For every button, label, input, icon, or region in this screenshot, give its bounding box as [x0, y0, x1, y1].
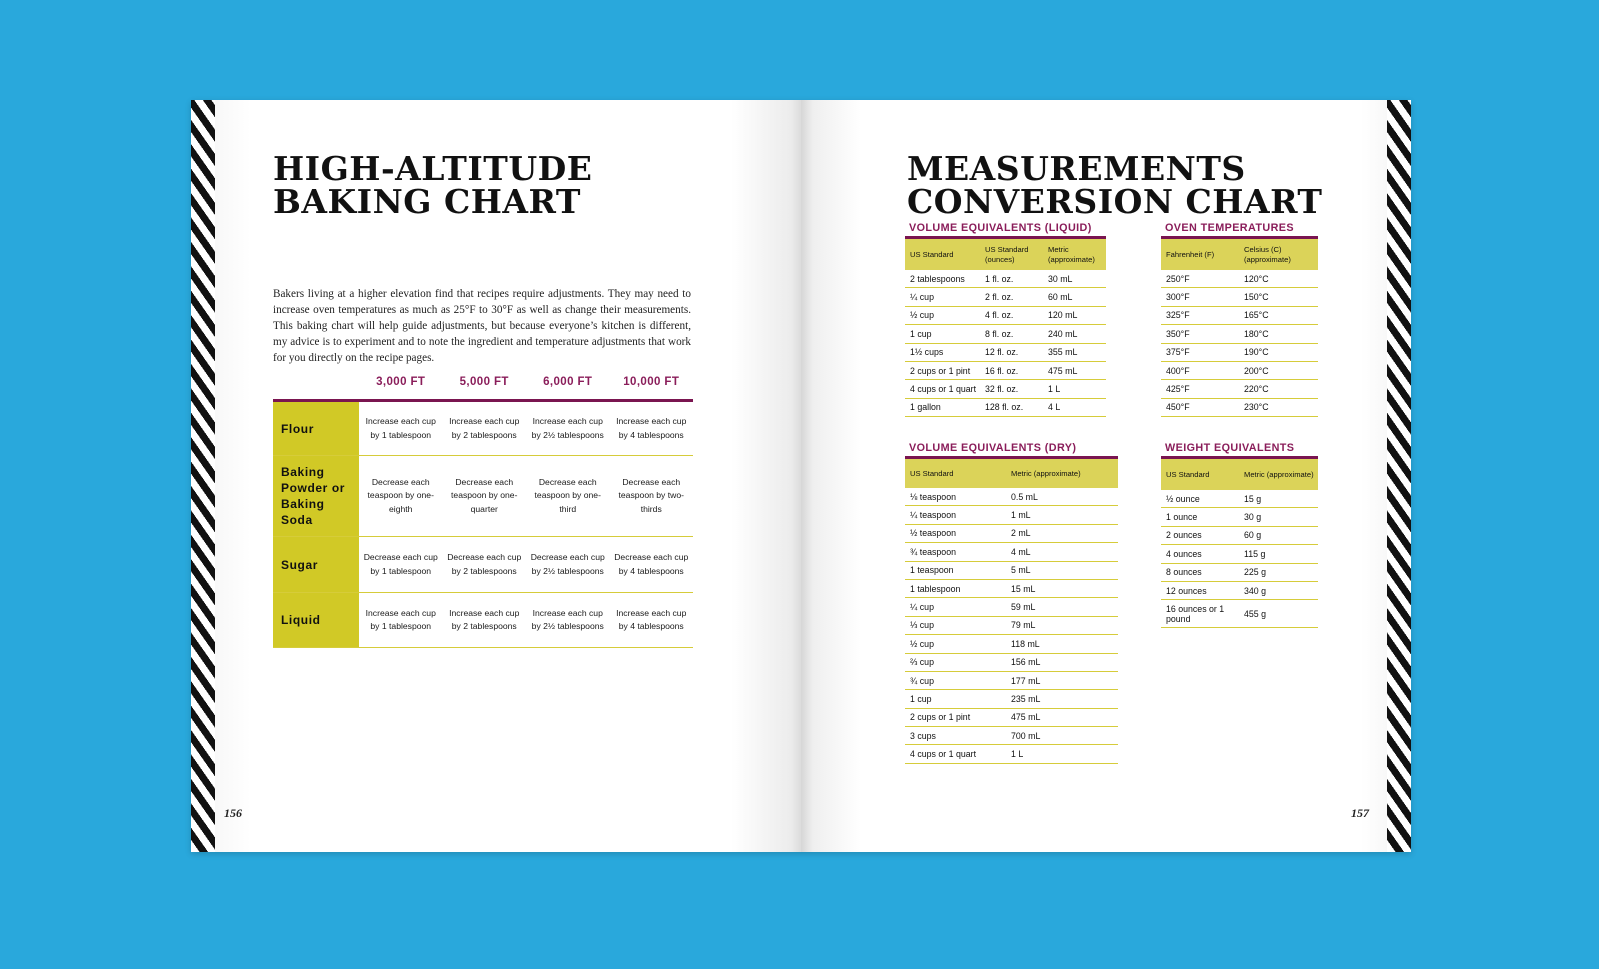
table-cell: 0.5 mL	[1011, 491, 1038, 502]
table-cell: 150°C	[1244, 292, 1269, 303]
table-cell: 165°C	[1244, 310, 1269, 321]
table-cell: 16 fl. oz.	[985, 365, 1019, 376]
table-cell: 12 ounces	[1166, 585, 1207, 596]
section-title: VOLUME EQUIVALENTS (LIQUID)	[909, 222, 1092, 234]
table-cell: 79 mL	[1011, 620, 1036, 631]
table-row-sugar	[273, 537, 693, 593]
section-title: WEIGHT EQUIVALENTS	[1165, 442, 1295, 454]
row-label: Sugar	[273, 537, 359, 592]
table-row-flour	[273, 402, 693, 456]
header-cell: US Standard	[1166, 469, 1210, 479]
oven-temperatures-table	[1161, 236, 1318, 417]
table-cell: 120 mL	[1048, 310, 1078, 321]
table-cell: 30 g	[1244, 512, 1262, 523]
header-cell: US Standard (ounces)	[985, 244, 1029, 264]
altitude-header: 5,000 FT	[459, 376, 509, 388]
table-cell: Decrease each teaspoon by one-third	[534, 476, 601, 514]
left-page-title	[273, 149, 593, 221]
table-cell: 700 mL	[1011, 730, 1041, 741]
weight-equivalents-section	[1161, 441, 1318, 628]
table-cell: 3 cups	[910, 730, 936, 741]
table-cell: 32 fl. oz.	[985, 384, 1019, 395]
altitude-header: 6,000 FT	[543, 376, 593, 388]
table-cell: ½ teaspoon	[910, 528, 956, 539]
table-cell: 325°F	[1166, 310, 1190, 321]
table-row	[905, 307, 1106, 325]
table-cell: ¾ cup	[910, 675, 934, 686]
table-cell: 4 fl. oz.	[985, 310, 1014, 321]
row-label: Baking Powder or Baking Soda	[273, 456, 359, 536]
header-cell: Metric (approximate)	[1048, 244, 1095, 264]
table-cell: 4 L	[1048, 402, 1061, 413]
table-row	[905, 488, 1118, 506]
table-cell: Increase each cup by 2 tablespoons	[449, 607, 520, 631]
left-page	[191, 100, 801, 852]
table-row-liquid	[273, 593, 693, 648]
table-row	[1161, 508, 1318, 526]
table-row	[1161, 545, 1318, 563]
table-cell: 2 mL	[1011, 528, 1031, 539]
table-cell: ¼ cup	[910, 292, 934, 303]
table-cell: 340 g	[1244, 585, 1267, 596]
table-cell: 1 teaspoon	[910, 565, 954, 576]
table-cell: ⅓ cup	[910, 620, 934, 631]
table-cell: 12 fl. oz.	[985, 347, 1019, 358]
table-cell: 118 mL	[1011, 638, 1040, 649]
table-cell: ¼ cup	[910, 602, 934, 613]
header-cell: US Standard	[910, 249, 954, 259]
table-cell: 2 ounces	[1166, 530, 1202, 541]
volume-liquid-table	[905, 236, 1106, 417]
table-cell: Decrease each teaspoon by two-thirds	[618, 476, 684, 514]
table-cell: 4 ounces	[1166, 548, 1202, 559]
table-cell: 475 mL	[1011, 712, 1041, 723]
table-cell: 59 mL	[1011, 602, 1036, 613]
table-cell: 400°F	[1166, 365, 1190, 376]
page-number: 157	[1351, 806, 1369, 820]
table-cell: 200°C	[1244, 365, 1269, 376]
table-cell: Decrease each teaspoon by one-quarter	[451, 476, 518, 514]
right-title-line1: MEASUREMENTS	[907, 149, 1246, 188]
table-cell: 2 tablespoons	[910, 273, 965, 284]
table-row	[1161, 527, 1318, 545]
table-cell: 355 mL	[1048, 347, 1078, 358]
table-cell: 60 mL	[1048, 292, 1073, 303]
table-cell: 8 ounces	[1166, 567, 1202, 578]
table-cell: 450°F	[1166, 402, 1190, 413]
weight-equivalents-table	[1161, 456, 1318, 628]
table-header-row	[1161, 459, 1318, 490]
table-cell: 156 mL	[1011, 657, 1041, 668]
table-cell: 4 cups or 1 quart	[910, 384, 977, 395]
table-cell: 2 fl. oz.	[985, 292, 1014, 303]
table-cell: 15 g	[1244, 493, 1262, 504]
table-cell: 190°C	[1244, 347, 1269, 358]
header-cell: Metric (approximate)	[1244, 469, 1314, 479]
table-row	[1161, 600, 1318, 628]
right-title-line2: CONVERSION CHART	[907, 182, 1323, 221]
table-cell: Increase each cup by 2½ tablespoons	[531, 607, 604, 631]
table-cell: ½ ounce	[1166, 493, 1200, 504]
table-cell: 235 mL	[1011, 693, 1041, 704]
right-page	[801, 100, 1411, 852]
table-header-row	[905, 459, 1118, 488]
table-header-row	[1161, 239, 1318, 270]
table-cell: 300°F	[1166, 292, 1190, 303]
table-row	[1161, 564, 1318, 582]
header-cell: Metric (approximate)	[1011, 468, 1081, 478]
table-cell: ¾ teaspoon	[910, 546, 956, 557]
table-cell: 1 fl. oz.	[985, 273, 1014, 284]
left-title-line1: HIGH-ALTITUDE	[273, 149, 593, 188]
header-cell: US Standard	[910, 468, 954, 478]
table-cell: 1 cup	[910, 693, 932, 704]
table-cell: 2 cups or 1 pint	[910, 365, 971, 376]
table-cell: 250°F	[1166, 273, 1190, 284]
table-cell: 225 g	[1244, 567, 1267, 578]
table-row	[905, 654, 1118, 672]
header-cell: Celsius (C) (approximate)	[1244, 244, 1291, 264]
table-cell: 1 gallon	[910, 402, 941, 413]
table-cell: 177 mL	[1011, 675, 1041, 686]
table-row	[1161, 380, 1318, 398]
section-title: VOLUME EQUIVALENTS (DRY)	[909, 442, 1077, 454]
table-row	[905, 580, 1118, 598]
table-cell: Increase each cup by 4 tablespoons	[616, 607, 687, 631]
table-cell: ¼ teaspoon	[910, 510, 956, 521]
left-title-line2: BAKING CHART	[273, 182, 581, 221]
table-cell: 8 fl. oz.	[985, 328, 1014, 339]
table-cell: 1 L	[1011, 749, 1024, 760]
table-cell: 375°F	[1166, 347, 1190, 358]
table-row	[905, 344, 1106, 362]
table-header-row	[905, 239, 1106, 270]
table-cell: 1 ounce	[1166, 512, 1198, 523]
header-cell: Fahrenheit (F)	[1166, 249, 1215, 259]
table-cell: 128 fl. oz.	[985, 402, 1024, 413]
table-row	[905, 617, 1118, 635]
table-cell: 180°C	[1244, 328, 1269, 339]
table-cell: Increase each cup by 1 tablespoon	[365, 607, 436, 631]
table-row	[1161, 490, 1318, 508]
table-cell: Increase each cup by 4 tablespoons	[616, 416, 687, 440]
table-cell: 425°F	[1166, 384, 1190, 395]
table-row	[905, 525, 1118, 543]
table-cell: Decrease each cup by 1 tablespoon	[363, 552, 438, 576]
table-cell: 2 cups or 1 pint	[910, 712, 971, 723]
table-row	[1161, 288, 1318, 306]
table-cell: Increase each cup by 2 tablespoons	[449, 416, 520, 440]
table-row	[905, 325, 1106, 343]
table-row	[905, 562, 1118, 580]
page-number: 156	[224, 806, 242, 820]
table-row	[1161, 307, 1318, 325]
table-row	[905, 690, 1118, 708]
table-cell: 1½ cups	[910, 347, 944, 358]
oven-temperatures-section	[1161, 221, 1318, 417]
table-row	[905, 709, 1118, 727]
table-cell: ½ cup	[910, 638, 934, 649]
table-row	[905, 380, 1106, 398]
row-label: Liquid	[273, 593, 359, 647]
volume-dry-section	[905, 441, 1118, 764]
table-cell: 350°F	[1166, 328, 1190, 339]
table-row	[905, 672, 1118, 690]
altitude-table	[273, 370, 693, 648]
table-row	[905, 506, 1118, 524]
altitude-header: 3,000 FT	[376, 376, 426, 388]
table-cell: 240 mL	[1048, 328, 1078, 339]
table-row	[1161, 270, 1318, 288]
table-row	[1161, 582, 1318, 600]
table-cell: 475 mL	[1048, 365, 1078, 376]
table-row	[905, 543, 1118, 561]
table-cell: Increase each cup by 2½ tablespoons	[531, 416, 604, 440]
row-label: Flour	[273, 402, 359, 455]
table-cell: 230°C	[1244, 402, 1269, 413]
table-row	[905, 399, 1106, 417]
table-cell: 220°C	[1244, 384, 1269, 395]
table-cell: Decrease each cup by 2½ tablespoons	[530, 552, 605, 576]
table-row	[1161, 325, 1318, 343]
volume-dry-table	[905, 456, 1118, 764]
table-cell: ½ cup	[910, 310, 934, 321]
table-cell: 1 tablespoon	[910, 583, 961, 594]
table-cell: ⅔ cup	[910, 657, 934, 668]
table-cell: 4 cups or 1 quart	[910, 749, 977, 760]
altitude-header: 10,000 FT	[623, 376, 680, 388]
table-row	[905, 727, 1118, 745]
table-cell: 120°C	[1244, 273, 1269, 284]
table-row	[1161, 399, 1318, 417]
section-title: OVEN TEMPERATURES	[1165, 222, 1294, 234]
table-cell: 60 g	[1244, 530, 1262, 541]
intro-paragraph: Bakers living at a higher elevation find that recipes require adjustments. They may need to increase oven temperatures as much as 25°F to 30°F as well as change their measurements. This baking chart will help guide adjustments, but because everyone’s kitchen is different, my advice is to experiment and to note the ingredient and temperature adjustments that work for you directly on the recipe pages.	[273, 288, 691, 364]
right-page-title	[907, 149, 1323, 221]
table-cell: 1 cup	[910, 328, 932, 339]
left-stripe-border	[191, 100, 215, 852]
table-row	[905, 270, 1106, 288]
table-cell: Decrease each cup by 4 tablespoons	[614, 552, 689, 576]
book-spread	[191, 100, 1411, 852]
table-row	[905, 598, 1118, 616]
table-row	[905, 288, 1106, 306]
table-row	[1161, 344, 1318, 362]
table-row	[1161, 362, 1318, 380]
table-cell: 30 mL	[1048, 273, 1073, 284]
volume-liquid-section	[905, 221, 1106, 417]
table-cell: ⅛ teaspoon	[910, 491, 956, 502]
table-row	[905, 745, 1118, 763]
table-row-baking-powder	[273, 456, 693, 537]
table-cell: Decrease each cup by 2 tablespoons	[447, 552, 522, 576]
table-cell: 115 g	[1244, 548, 1266, 559]
right-stripe-border	[1387, 100, 1411, 852]
table-cell: 1 L	[1048, 384, 1061, 395]
table-cell: 4 mL	[1011, 546, 1031, 557]
table-cell: 5 mL	[1011, 565, 1031, 576]
table-cell: 15 mL	[1011, 583, 1036, 594]
table-cell: 1 mL	[1011, 510, 1031, 521]
table-row	[905, 635, 1118, 653]
table-cell: 16 ounces or 1 pound	[1166, 603, 1225, 624]
altitude-header-row	[273, 370, 693, 402]
table-cell: 455 g	[1244, 608, 1267, 619]
table-cell: Increase each cup by 1 tablespoon	[365, 416, 436, 440]
table-cell: Decrease each teaspoon by one-eighth	[367, 476, 434, 514]
table-row	[905, 362, 1106, 380]
